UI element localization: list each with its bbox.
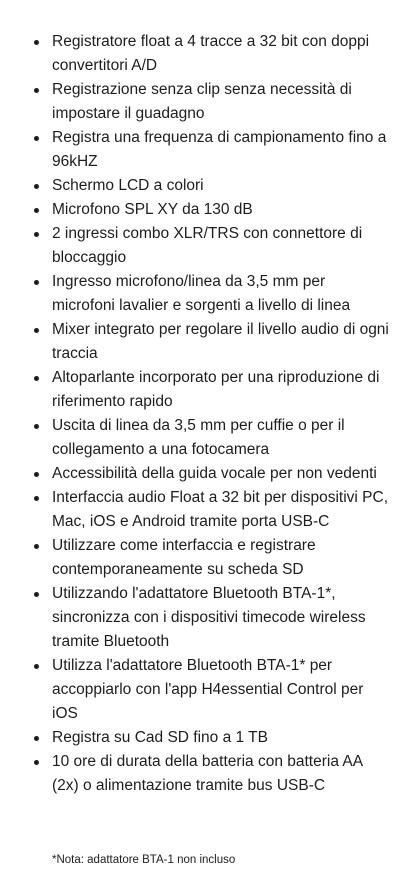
feature-text: Schermo LCD a colori — [52, 177, 204, 194]
feature-text: Ingresso microfono/linea da 3,5 mm per microfoni lavalier e sorgenti a livello di linea — [52, 273, 351, 314]
bullet-icon — [34, 736, 39, 741]
bullet-icon — [34, 664, 39, 669]
feature-text: Utilizza l'adattatore Bluetooth BTA-1* per accoppiarlo con l'app H4essential Control per iOS — [52, 657, 364, 722]
feature-text: Uscita di linea da 3,5 mm per cuffie o per il collegamento a una fotocamera — [52, 417, 345, 458]
list-item — [0, 270, 390, 318]
bullet-icon — [34, 760, 39, 765]
feature-text: Microfono SPL XY da 130 dB — [52, 201, 253, 218]
list-item — [0, 486, 390, 534]
bullet-icon — [34, 544, 39, 549]
list-item — [0, 534, 390, 582]
feature-text: Accessibilità della guida vocale per non vedenti — [52, 465, 377, 482]
list-item — [0, 582, 390, 654]
feature-text: Interfaccia audio Float a 32 bit per dispositivi PC, Mac, iOS e Android tramite porta USB-C — [52, 489, 389, 530]
feature-text: Mixer integrato per regolare il livello audio di ogni traccia — [52, 321, 389, 362]
bullet-icon — [34, 40, 39, 45]
list-item — [0, 318, 390, 366]
bullet-icon — [34, 328, 39, 333]
bullet-icon — [34, 184, 39, 189]
bullet-icon — [34, 208, 39, 213]
list-item — [0, 198, 390, 222]
bullet-icon — [34, 424, 39, 429]
feature-text: 2 ingressi combo XLR/TRS con connettore di bloccaggio — [52, 225, 363, 266]
feature-text: Registra su Cad SD fino a 1 TB — [52, 729, 268, 746]
bullet-icon — [34, 592, 39, 597]
bullet-icon — [34, 232, 39, 237]
feature-text: 10 ore di durata della batteria con batteria AA (2x) o alimentazione tramite bus USB-C — [52, 753, 363, 794]
feature-text: Utilizzare come interfaccia e registrare contemporaneamente su scheda SD — [52, 537, 316, 578]
list-item — [0, 366, 390, 414]
feature-text: Altoparlante incorporato per una riproduzione di riferimento rapido — [52, 369, 380, 410]
bullet-icon — [34, 280, 39, 285]
list-item — [0, 126, 390, 174]
bullet-icon — [34, 376, 39, 381]
list-item — [0, 78, 390, 126]
bullet-icon — [34, 88, 39, 93]
list-item — [0, 414, 390, 462]
feature-text: Registratore float a 4 tracce a 32 bit con doppi convertitori A/D — [52, 33, 370, 74]
list-item — [0, 30, 390, 78]
list-item — [0, 222, 390, 270]
list-item — [0, 750, 390, 798]
list-item — [0, 726, 390, 750]
feature-text: Registrazione senza clip senza necessità di impostare il guadagno — [52, 81, 352, 122]
list-item — [0, 654, 390, 726]
list-item — [0, 174, 390, 198]
feature-text: Registra una frequenza di campionamento fino a 96kHZ — [52, 129, 387, 170]
list-item — [0, 462, 390, 486]
feature-text: Utilizzando l'adattatore Bluetooth BTA-1*, sincronizza con i dispositivi timecode wireless tramite Bluetooth — [52, 585, 366, 650]
bullet-icon — [34, 496, 39, 501]
feature-list — [0, 30, 390, 798]
bullet-icon — [34, 472, 39, 477]
bullet-icon — [34, 136, 39, 141]
footnote: *Nota: adattatore BTA-1 non incluso — [52, 854, 236, 866]
